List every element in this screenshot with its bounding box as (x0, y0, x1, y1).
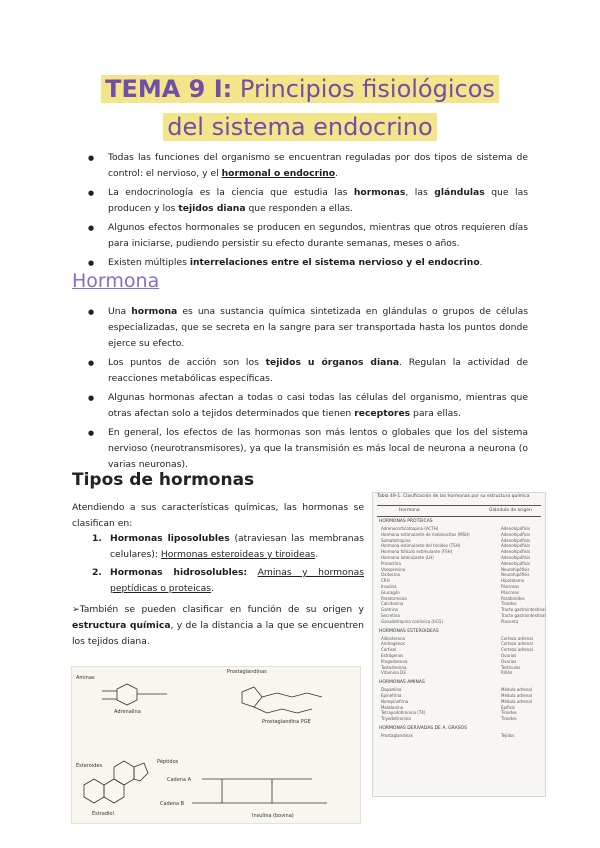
table-cell-hormone: Hormona folículo estimulante (FSH) (381, 549, 453, 555)
text-run: Una (108, 306, 132, 317)
bullet-item (88, 304, 528, 352)
table-cell-gland: Testículos (501, 664, 521, 670)
table-cell-hormone: Hormona luteinizante (LH) (381, 555, 434, 560)
bullet-item (88, 390, 528, 422)
bullet-item (88, 255, 528, 271)
table-col-hormona: Hormona (399, 508, 420, 513)
text-run: hormonal o endocrino (221, 168, 336, 179)
table-cell-hormone: Aldosterona (381, 635, 405, 641)
text-run: que responden a ellas. (245, 203, 353, 214)
table-cell-gland: Placenta (501, 618, 519, 624)
text-run: . Regulan la actividad de reacciones metabólicas específicas. (108, 357, 528, 384)
chem-label: Cadena A (167, 777, 192, 783)
section-heading-hormona: Hormona (72, 270, 160, 292)
table-section-heading: HORMONAS DERIVADAS DE A. GRASOS (379, 726, 467, 731)
text-run: , las (405, 187, 435, 198)
tipos-intro: Atendiendo a sus características químicas, las hormonas se clasifican en: (72, 502, 364, 529)
chem-label: Estradiol (92, 811, 114, 817)
table-cell-hormone: Estrógenos (381, 653, 404, 658)
table-col-glandula: Glándula de origen (489, 508, 532, 513)
section-heading-tipos: Tipos de hormonas (72, 470, 255, 490)
text-run: que las producen y los (108, 187, 528, 214)
text-run: Los puntos de acción son los (108, 357, 266, 368)
hormone-classification-table-image (372, 492, 546, 797)
table-section-heading: HORMONAS ESTEROIDEAS (379, 628, 439, 634)
table-cell-gland: Riñón (501, 670, 513, 676)
text-run: . (315, 549, 319, 560)
table-cell-hormone: Triyodotironina (381, 716, 411, 722)
bullet-item (88, 185, 528, 217)
table-cell-hormone: Vitamina D3 (381, 670, 406, 676)
text-run: es una sustancia química sintetizada en glándulas o grupos de células especializadas, que se secreta en la sangre para ser transportada hasta los puntos donde ejerce su efecto. (108, 306, 528, 349)
table-cell-gland: Adenohipófisis (501, 560, 531, 566)
text-run: para ellas. (410, 408, 461, 419)
table-section-heading: HORMONAS AMINAS (379, 680, 425, 686)
text-run: glándulas (434, 187, 485, 198)
table-cell-gland: Neurohipófisis (501, 566, 530, 572)
text-run: La endocrinología es la ciencia que estudia las (108, 187, 354, 198)
text-run: tejidos diana (178, 203, 246, 214)
table-cell-hormone: Prostaglandinas (381, 733, 413, 738)
chemical-structures-drawing (72, 667, 360, 823)
text-run: hormona (131, 306, 178, 317)
table-cell-gland: Adenohipófisis (501, 537, 531, 543)
table-cell-hormone: Paratormona (381, 595, 407, 601)
text-run: Hormonas esteroideas y tiroideas (160, 549, 316, 560)
table-cell-gland: Médula adrenal (501, 687, 532, 693)
table-cell-gland: Neurohipófisis (501, 572, 530, 578)
table-cell-gland: Tiroides (501, 716, 517, 722)
text-run: (atraviesan las membranas celulares): (110, 533, 364, 560)
text-run (247, 567, 258, 578)
table-cell-hormone: Gastrina (381, 607, 398, 613)
text-run: hormonas (353, 187, 406, 198)
table-cell-hormone: Cortisol (381, 647, 397, 653)
table-cell-gland: Tracto gastrointestinal (501, 613, 546, 618)
text-run: tejidos u órganos diana (265, 357, 400, 368)
table-cell-hormone: Insulina (381, 584, 397, 589)
chem-label: Prostaglandinas (227, 669, 267, 675)
text-run: . (335, 168, 339, 179)
table-cell-gland: Páncreas (501, 584, 519, 589)
table-cell-gland: Médula adrenal (501, 693, 532, 698)
table-header (377, 505, 541, 517)
text-run: Algunos efectos hormonales se producen en segundos, mientras que otros requieren días para iniciarse, pudiendo persistir su efecto durante semanas, meses o años. (108, 222, 528, 249)
table-cell-hormone: Hormona estimulante del tiroides (TSH) (381, 543, 461, 549)
table-cell-hormone: Prolactina (381, 560, 401, 566)
numbered-item (92, 565, 364, 597)
table-cell-gland: Adenohipófisis (501, 549, 531, 555)
table-cell-gland: Adenohipófisis (501, 555, 531, 560)
text-run: En general, los efectos de las hormonas son más lentos o globales que los del sistema nervioso (neurotransmisores), ya que la transmisión es más local de neurona a neurona (o varias neuronas). (108, 427, 528, 470)
text-run: estructura química (72, 620, 171, 631)
table-caption: Tabla 49-1. Clasificación de las hormonas por su estructura química (377, 494, 530, 499)
text-run: ➢También se pueden clasificar en función de su origen y (72, 604, 364, 615)
table-section-heading: HORMONAS PROTEICAS (379, 519, 433, 524)
table-cell-gland: Tiroides (501, 601, 517, 607)
table-cell-gland: Tracto gastrointestinal (501, 607, 546, 613)
table-cell-hormone: CRH (381, 578, 390, 584)
table-cell-gland: Corteza adrenal (501, 635, 533, 641)
text-run: Todas las funciones del organismo se encuentran reguladas por dos tipos de sistema de control: el nervioso, y el (108, 152, 528, 179)
table-cell-gland: Corteza adrenal (501, 641, 533, 647)
chemical-structures-image (71, 666, 361, 824)
table-cell-hormone: Gonadotropina coriónica (hCG) (381, 618, 443, 624)
table-cell-hormone: Adrenocorticotropina (ACTH) (381, 526, 439, 531)
bullet-item (88, 425, 528, 473)
text-run: . (479, 257, 483, 268)
intro-bullet-list (88, 150, 528, 274)
table-cell-gland: Páncreas (501, 589, 519, 595)
table-cell-hormone: Secretina (381, 613, 400, 618)
tipos-numbered-list (92, 531, 364, 599)
text-run: , y de la distancia a la que se encuentren los tejidos diana. (72, 620, 364, 647)
chem-label: Aminas (76, 675, 95, 681)
table-cell-gland: Adenohipófisis (501, 531, 531, 537)
table-cell-hormone: Vasopresina (381, 566, 406, 572)
table-cell-gland: Paratiroides (501, 595, 525, 601)
text-run: interrelaciones entre el sistema nervioso y el endocrino (189, 257, 480, 268)
table-cell-hormone: Somatotropina (381, 537, 411, 543)
table-cell-hormone: Norepinefrina (381, 698, 409, 704)
text-run: receptores (354, 408, 411, 419)
table-cell-hormone: Progesterona (381, 658, 408, 664)
table-cell-gland: Ovarios (501, 653, 517, 658)
table-cell-gland: Hipotálamo (501, 578, 525, 584)
item-number: 1. (92, 533, 102, 544)
item-number: 2. (92, 567, 102, 578)
hormona-bullet-list (88, 304, 528, 476)
table-cell-hormone: Glucagón (381, 589, 400, 595)
table-cell-gland: Adenohipófisis (501, 526, 531, 531)
table-cell-gland: Tiroides (501, 710, 517, 716)
text-run: Hormonas hidrosolubles: (110, 567, 248, 578)
chem-label: Adrenalina (114, 709, 141, 715)
text-run: . (211, 583, 215, 594)
table-cell-gland: Epífisis (501, 704, 515, 710)
table-cell-gland: Médula adrenal (501, 698, 532, 704)
text-run: Algunas hormonas afectan a todas o casi todas las células del organismo, mientras que otras afectan solo a tejidos determinados que tienen (108, 392, 528, 419)
chem-label: Péptidos (157, 759, 179, 765)
text-run: Hormonas liposolubles (110, 533, 230, 544)
tipos-extra-paragraph (72, 602, 364, 650)
table-cell-gland: Ovarios (501, 658, 517, 664)
table-cell-hormone: Oxitocina (381, 572, 400, 578)
table-cell-gland: Adenohipófisis (501, 543, 531, 549)
table-cell-hormone: Melatonina (381, 704, 404, 710)
bullet-item (88, 355, 528, 387)
page-title-line2: del sistema endocrino (0, 110, 600, 144)
chem-label: Prostaglandina PGE (262, 719, 311, 725)
numbered-item (92, 531, 364, 563)
text-run: Aminas y hormonas peptídicas o proteicas (110, 567, 364, 594)
table-cell-gland: Tejidos (501, 733, 515, 738)
table-cell-hormone: Hormona estimulante de melanocitos (MSH) (381, 531, 470, 537)
chem-label: Insulina (bovina) (252, 813, 294, 819)
table-cell-hormone: Testosterona (381, 664, 407, 670)
table-cell-hormone: Dopamina (381, 687, 402, 693)
table-cell-hormone: Calcitonina (381, 601, 404, 607)
table-cell-hormone: Androgénos (381, 641, 405, 647)
bullet-item (88, 150, 528, 182)
chem-label: Cadena B (160, 801, 185, 807)
text-run: Existen múltiples (108, 257, 190, 268)
table-cell-gland: Corteza adrenal (501, 647, 533, 653)
table-cell-hormone: Epinefrina (381, 693, 402, 698)
table-cell-hormone: Tetrayodotironina (T4) (381, 710, 426, 716)
chem-label: Esteroides (76, 763, 103, 769)
bullet-item (88, 220, 528, 252)
page-title: TEMA 9 I: Principios fisiológicos (0, 72, 600, 106)
